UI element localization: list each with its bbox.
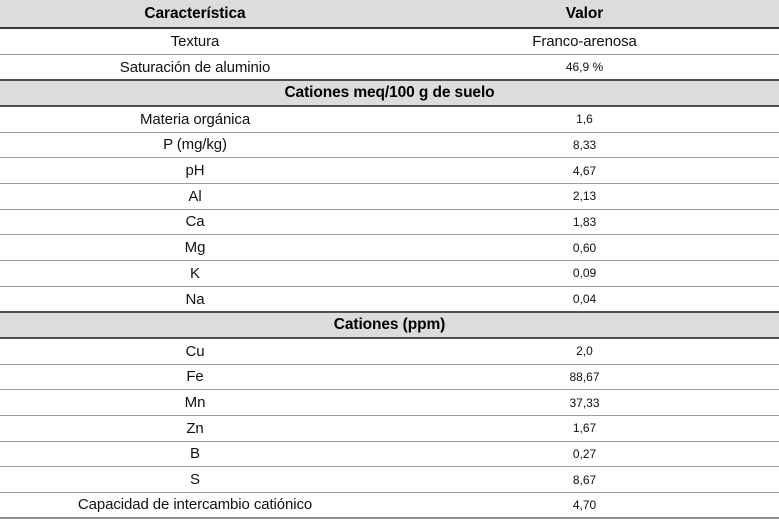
row-label: Cu <box>185 342 205 360</box>
row-label: Saturación de aluminio <box>119 58 271 76</box>
column-header-valor: Valor <box>565 4 604 22</box>
table-row <box>0 493 779 519</box>
row-value: 4,70 <box>572 497 597 512</box>
row-label: Na <box>185 290 205 308</box>
row-value: Franco-arenosa <box>532 32 637 50</box>
section-header-row <box>0 311 779 339</box>
row-value: 4,67 <box>572 163 597 178</box>
table-row <box>0 339 779 365</box>
row-label: Fe <box>186 368 204 386</box>
table-row <box>0 287 779 313</box>
table-row <box>0 210 779 236</box>
table-row <box>0 55 779 81</box>
row-value: 46,9 % <box>565 60 604 75</box>
section-header-label: Cationes meq/100 g de suelo <box>284 83 495 101</box>
section-header-label: Cationes (ppm) <box>333 315 446 333</box>
table-row <box>0 133 779 159</box>
table-row <box>0 442 779 468</box>
row-value: 0,04 <box>572 292 597 307</box>
row-value: 8,33 <box>572 137 597 152</box>
row-label: Mn <box>184 394 206 412</box>
row-value: 2,13 <box>572 189 597 204</box>
row-value: 1,67 <box>572 421 597 436</box>
table-row <box>0 416 779 442</box>
row-label: S <box>190 471 200 489</box>
table-row <box>0 29 779 55</box>
row-label: Mg <box>184 239 206 257</box>
table-row <box>0 235 779 261</box>
row-label: Zn <box>186 419 204 437</box>
table-row <box>0 365 779 391</box>
row-value: 1,6 <box>576 112 593 127</box>
table-header-row <box>0 0 779 29</box>
row-value: 0,60 <box>572 240 597 255</box>
column-header-caracteristica: Característica <box>144 4 246 22</box>
table-row <box>0 390 779 416</box>
table-row <box>0 184 779 210</box>
row-value: 1,83 <box>572 214 597 229</box>
row-value: 0,27 <box>572 446 597 461</box>
row-label: Capacidad de intercambio catiónico <box>77 496 313 514</box>
row-label: pH <box>185 162 205 180</box>
table-row <box>0 261 779 287</box>
row-label: P (mg/kg) <box>163 136 227 154</box>
row-value: 37,33 <box>569 395 600 410</box>
row-label: Textura <box>170 32 220 50</box>
row-label: Al <box>188 187 202 205</box>
row-label: Materia orgánica <box>139 110 251 128</box>
row-value: 8,67 <box>572 472 597 487</box>
table-body <box>0 29 779 519</box>
row-label: Ca <box>185 213 205 231</box>
row-label: B <box>190 445 200 463</box>
row-value: 2,0 <box>576 344 593 359</box>
row-value: 0,09 <box>572 266 597 281</box>
row-label: K <box>190 264 200 282</box>
table-row <box>0 467 779 493</box>
row-value: 88,67 <box>569 369 600 384</box>
table-row <box>0 158 779 184</box>
section-header-row <box>0 79 779 107</box>
table-row <box>0 107 779 133</box>
